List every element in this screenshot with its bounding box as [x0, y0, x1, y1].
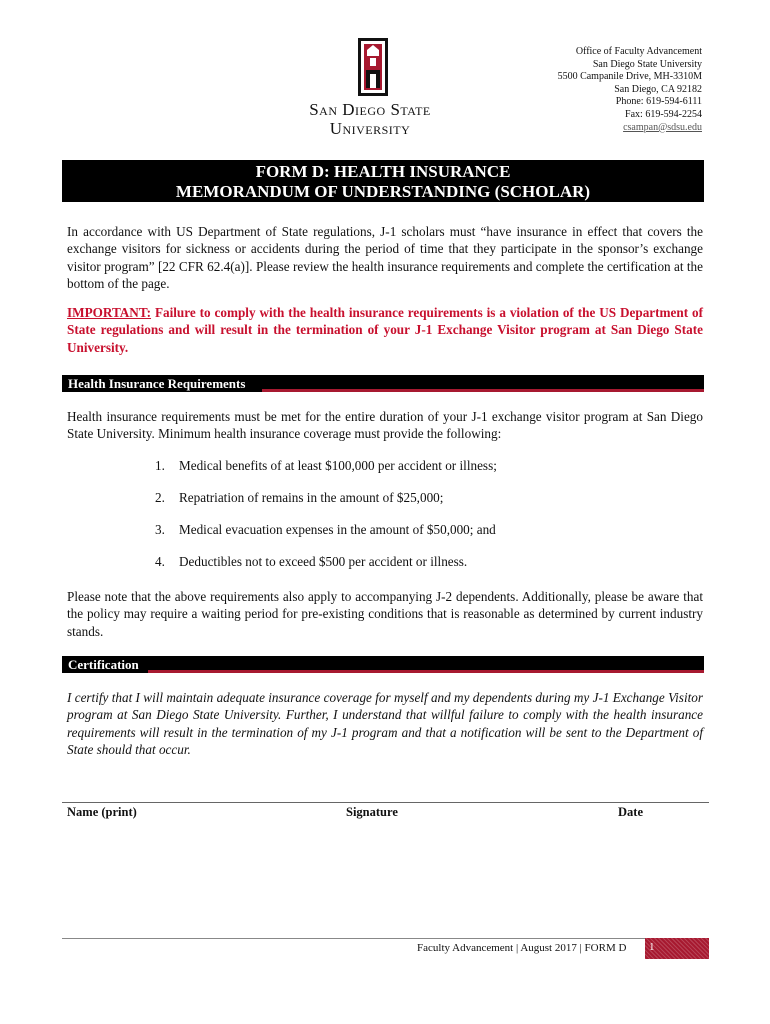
certification-statement: I certify that I will maintain adequate insurance coverage for myself and my dependents during my J-1 Exchange Visitor program at San Diego State University. Further, I understand that willful failure to comply with the health insurance requirements will result in the termination of my J-1 program and that a notification will be sent to the Department of State should that occur. — [67, 690, 703, 758]
footer-text: Faculty Advancement | August 2017 | FORM D — [417, 942, 627, 954]
form-title-line2: MEMORANDUM OF UNDERSTANDING (SCHOLAR) — [175, 182, 591, 201]
university-logo — [306, 38, 434, 138]
requirement-text: Deductibles not to exceed $500 per accident or illness. — [179, 554, 468, 569]
dependents-note: Please note that the above requirements also apply to accompanying J-2 dependents. Additionally, please be aware that the policy may require a waiting period for pre-existing conditions that is reasonable as determined by current industry stands. — [67, 589, 703, 639]
name-print-label: Name (print) — [67, 805, 137, 819]
section-header-certification — [62, 656, 704, 673]
section-heading-certification: Certification — [68, 657, 139, 672]
university-name-line2: University — [329, 119, 411, 138]
contact-city: San Diego, CA 92182 — [614, 83, 702, 95]
requirement-text: Repatriation of remains in the amount of $25,000; — [179, 490, 444, 505]
signature-line[interactable] — [62, 802, 709, 803]
university-name-line1: San Diego State — [309, 100, 431, 119]
contact-university: San Diego State University — [592, 58, 702, 70]
important-text: Failure to comply with the health insurance requirements is a violation of the US Department of State regulations and will result in the termination of your J-1 Exchange Visitor program at San Diego State University. — [67, 305, 704, 355]
requirements-intro: Health insurance requirements must be met for the entire duration of your J-1 exchange visitor program at San Diego State University. Minimum health insurance coverage must provide the following: — [67, 409, 703, 442]
signature-label: Signature — [346, 805, 398, 819]
contact-address: 5500 Campanile Drive, MH-3310M — [557, 71, 702, 83]
form-title-bar — [62, 160, 704, 202]
important-notice — [67, 304, 703, 356]
footer-divider — [62, 938, 709, 939]
requirement-item — [155, 554, 467, 570]
contact-office: Office of Faculty Advancement — [575, 46, 702, 57]
intro-paragraph: In accordance with US Department of State regulations, J-1 scholars must “have insurance in effect that covers the exchange visitors for sickness or accidents during the period of time that they participate in the sponsor’s exchange visitor program” [22 CFR 62.4(a)]. Please review the health insurance requirements and complete the certification at the bottom of the page. — [67, 224, 703, 292]
date-label: Date — [618, 805, 643, 819]
contact-email-link[interactable]: csampan@sdsu.edu — [623, 121, 702, 133]
requirement-item — [155, 522, 496, 538]
requirement-number: 2. — [155, 490, 165, 505]
requirement-number: 4. — [155, 554, 165, 569]
requirement-number: 3. — [155, 522, 165, 537]
form-title-line1: FORM D: HEALTH INSURANCE — [255, 162, 511, 181]
section-accent-line — [262, 389, 704, 392]
page-number-box — [645, 938, 709, 959]
section-heading-health: Health Insurance Requirements — [68, 376, 246, 391]
contact-phone: Phone: 619-594-6111 — [615, 96, 702, 108]
important-lead: IMPORTANT: — [67, 305, 152, 320]
campanile-logo-icon — [358, 38, 388, 96]
requirement-number: 1. — [155, 458, 165, 473]
page-number: 1 — [649, 941, 655, 953]
requirement-item — [155, 458, 497, 474]
section-header-health — [62, 375, 704, 392]
requirement-item — [155, 490, 443, 506]
contact-fax: Fax: 619-594-2254 — [625, 108, 702, 120]
contact-block — [558, 46, 702, 134]
section-accent-line — [148, 670, 704, 673]
requirement-text: Medical evacuation expenses in the amount of $50,000; and — [179, 522, 496, 537]
requirement-text: Medical benefits of at least $100,000 per accident or illness; — [179, 458, 497, 473]
